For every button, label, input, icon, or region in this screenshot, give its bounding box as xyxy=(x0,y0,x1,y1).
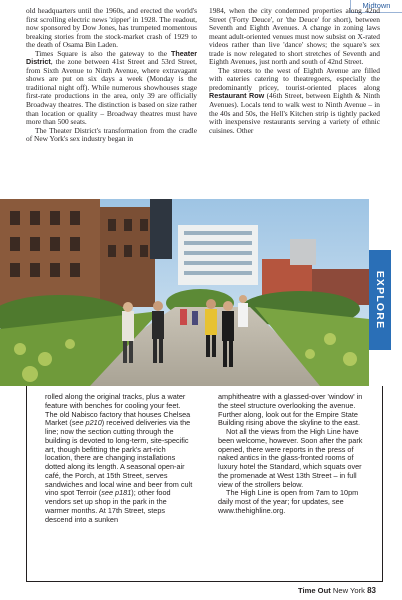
boxout-paragraph: amphitheatre with a glassed-over 'window' in the steel structure overlooking the avenue. Further along, look out for the Empire State Building rising above the skyline to the east. xyxy=(218,392,363,428)
page-reference: see p181 xyxy=(101,488,132,498)
boxout-paragraph: Not all the views from the High Line have been welcome, however. Soon after the park opened, there were reports in the press of naked antics in the glass-fronted rooms of luxury hotel the Standard, which squats over the promenade at West 13th Street – in full view of the strollers below. xyxy=(218,427,363,489)
boxout-paragraph xyxy=(45,393,193,524)
article-paragraph: 1984, when the city condemned properties along 42nd Street ('Forty Deuce', or 'the Deuce' for short), between Seventh and Eighth Avenues. A change in zoning laws meant adult-oriented venues must now subsist on X-rated videos rather than live 'dance' shows; the square's sex trade is now relegated to short stretches of Seventh and Eighth Avenues, just north and south of 42nd Street. xyxy=(209,6,380,67)
restaurant-row-term: Restaurant Row xyxy=(209,91,265,101)
boxout-paragraph: The High Line is open from 7am to 10pm daily most of the year; for updates, see www.thehighline.org. xyxy=(218,488,359,515)
theater-district-term: Theater District xyxy=(26,48,197,67)
text-run: Times Square is also the gateway to the xyxy=(35,48,172,58)
text-run: ) received deliveries via the line; now the section cutting through the building is devoted to long-term, site-specific art, though befitting the park's art-rich location, there are changing installations dotted along its length. A seasonal open-air café, the Porch, at 15th Street, serves sandwiches and local wine and beer from cult vino spot Terroir ( xyxy=(45,418,193,498)
article-paragraph: The Theater District's transformation from the cradle of New York's sex industry began in xyxy=(26,125,197,144)
explore-label: EXPLORE xyxy=(374,270,386,330)
page-footer xyxy=(298,586,376,595)
explore-tab xyxy=(369,250,391,350)
footer-title: New York xyxy=(332,586,365,595)
article-column-right xyxy=(209,7,380,135)
boxout-column-right xyxy=(218,393,366,516)
article-paragraph xyxy=(26,50,197,127)
text-run: (46th Street, between Eighth & Ninth Avenues). Locals tend to walk west to Ninth Avenue – in the 40s and 50s, the Hell's Kitchen strip is tightly packed with inexpensive restaurants serving a variety of ethnic cuisines. Other xyxy=(209,91,381,135)
page-number: 83 xyxy=(367,586,376,595)
text-run: ); other food vendors set up shop in the park in the warmer months. At 17th Street, steps descend into a sunken xyxy=(45,488,171,524)
text-run: rolled along the original tracks, plus a water feature with benches for cooling your feet. The old Nabisco factory that houses Chelsea Market ( xyxy=(45,392,191,428)
article-column-left xyxy=(26,7,197,144)
boxout-column-left xyxy=(45,393,193,524)
article-paragraph: old headquarters until the 1960s, and erected the world's first scrolling electric news 'zipper' in 1928. The readout, now sponsored by Dow Jones, has trumpeted momentous breaking stories from the stock-market crash of 1929 to the death of Osama Bin Laden. xyxy=(26,6,197,50)
text-run: The streets to the west of Eighth Avenue are filled with eateries catering to theatregoers, especially the predominantly pricey, tourist-oriented places along xyxy=(209,65,380,92)
page-reference: see p210 xyxy=(71,418,102,428)
high-line-photo xyxy=(0,199,369,386)
article-paragraph xyxy=(209,67,380,135)
section-label: Midtown xyxy=(362,1,391,10)
text-run: , the zone between 41st Street and 53rd Street, from Sixth Avenue to Ninth Avenue, where extravagant shows are put on six days a week (Monday is the traditional night off). While numerous showhouses stage first-rate productions in the area, only 39 are officially Broadway theatres. The distinction is based on size rather than location or quality – Broadway theatres must have more than 500 seats. xyxy=(26,57,197,127)
footer-brand: Time Out xyxy=(297,586,331,595)
